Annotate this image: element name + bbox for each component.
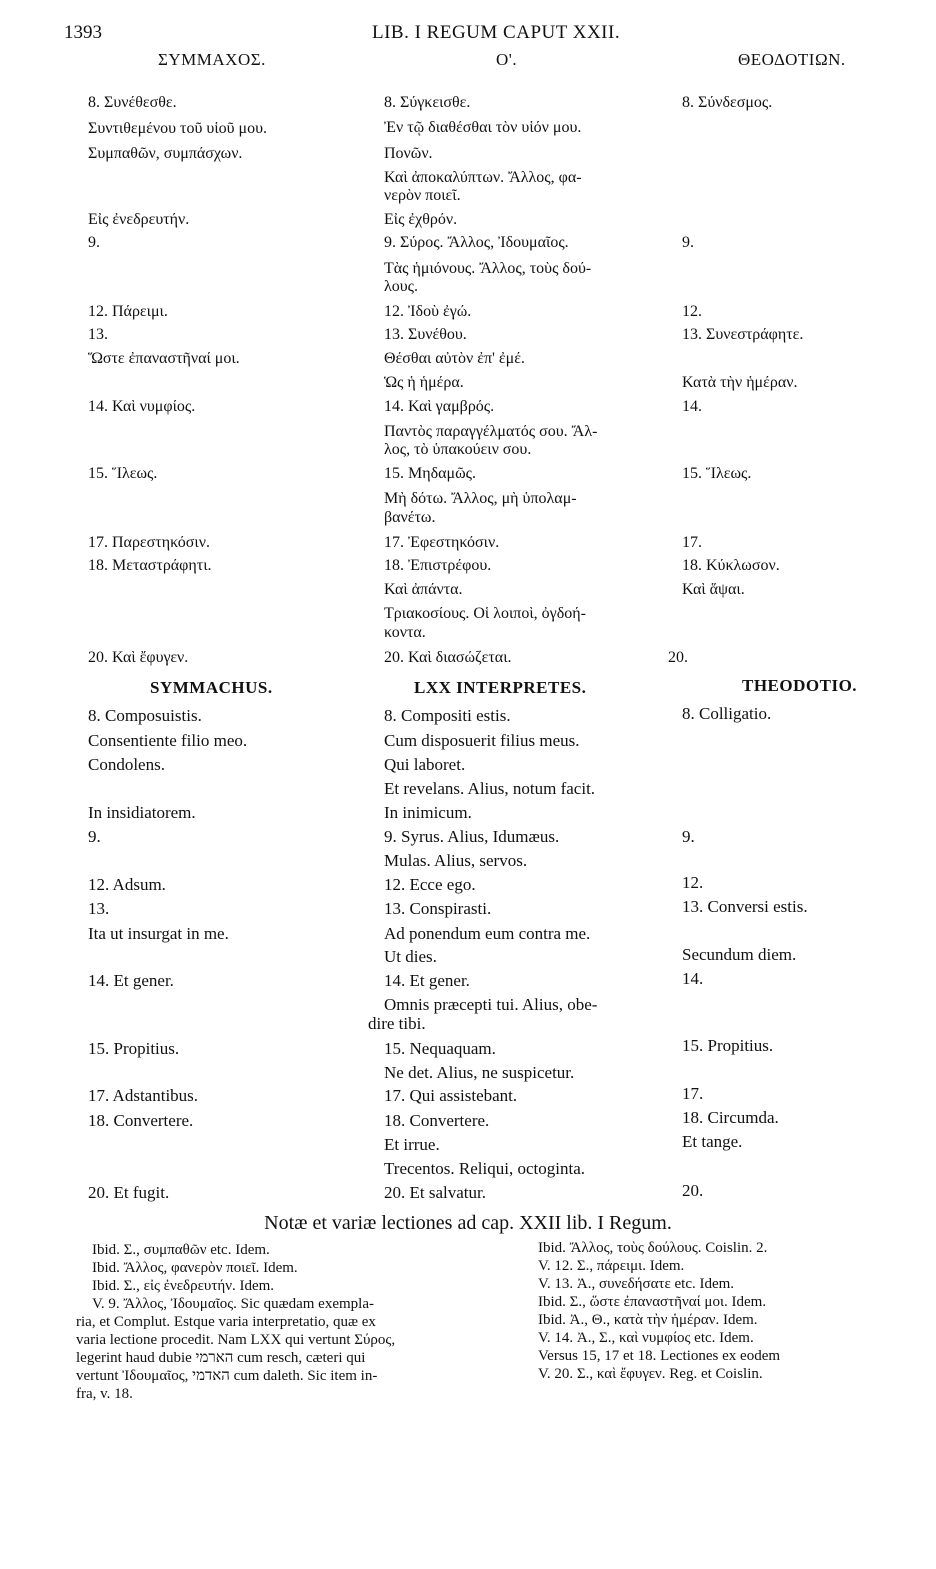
latin-theo-line: 9.: [682, 827, 695, 846]
latin-lxx-line: 8. Compositi estis.: [384, 706, 511, 725]
greek-sym-line: 12. Πάρειμι.: [88, 303, 168, 320]
latin-lxx-line: 15. Nequaquam.: [384, 1039, 496, 1058]
latin-sym-line: 20. Et fugit.: [88, 1183, 170, 1202]
greek-lxx-line: 8. Σύγκεισθε.: [384, 94, 471, 111]
greek-sym-line: Συμπαθῶν, συμπάσχων.: [88, 145, 243, 162]
greek-sym-line: 18. Μεταστράφητι.: [88, 557, 212, 574]
note-line: Ibid. Ἄλλος, φανερὸν ποιεῖ. Idem.: [92, 1260, 298, 1276]
page-number: 1393: [64, 22, 102, 43]
latin-lxx-line: 20. Et salvatur.: [384, 1183, 486, 1202]
latin-theo-line: 17.: [682, 1084, 704, 1103]
greek-header-lxx: Ο'.: [496, 50, 518, 69]
greek-theo-line: 17.: [682, 534, 702, 551]
latin-sym-line: In insidiatorem.: [88, 803, 196, 822]
note-line: Ibid. Σ., εἰς ἐνεδρευτήν. Idem.: [92, 1278, 275, 1294]
greek-theo-line: Καὶ ἅψαι.: [682, 581, 745, 598]
latin-lxx-line: Et irrue.: [384, 1135, 440, 1154]
greek-lxx-line: Τὰς ἡμιόνους. Ἄλλος, τοὺς δού-: [384, 260, 592, 277]
greek-sym-line: 15. Ἵλεως.: [88, 465, 158, 482]
latin-lxx-line: 14. Et gener.: [384, 971, 470, 990]
latin-lxx-line: In inimicum.: [384, 803, 472, 822]
greek-lxx-line: 13. Συνέθου.: [384, 326, 467, 343]
latin-lxx-line: dire tibi.: [368, 1014, 426, 1033]
latin-lxx-line: Ad ponendum eum contra me.: [384, 924, 591, 943]
note-line: V. 20. Σ., καὶ ἔφυγεν. Reg. et Coislin.: [538, 1366, 763, 1382]
latin-theo-line: 13. Conversi estis.: [682, 897, 808, 916]
greek-sym-line: 8. Συνέθεσθε.: [88, 94, 177, 111]
latin-sym-line: 12. Adsum.: [88, 875, 166, 894]
latin-theo-line: 18. Circumda.: [682, 1108, 779, 1127]
note-line: legerint haud dubie הארמי cum resch, cæteri qui: [76, 1350, 366, 1366]
latin-lxx-line: 9. Syrus. Alius, Idumæus.: [384, 827, 560, 846]
greek-sym-line: 17. Παρεστηκόσιν.: [88, 534, 210, 551]
greek-sym-line: Ὥστε ἐπαναστῆναί μοι.: [88, 350, 240, 367]
latin-theo-line: 20.: [682, 1181, 704, 1200]
greek-theo-line: 18. Κύκλωσον.: [682, 557, 780, 574]
latin-sym-line: Consentiente filio meo.: [88, 731, 248, 750]
latin-header-lxx: LXX INTERPRETES.: [414, 678, 587, 697]
greek-sym-line: 9.: [88, 234, 100, 251]
latin-sym-line: Condolens.: [88, 755, 165, 774]
greek-lxx-line: Τριακοσίους. Οἱ λοιποὶ, ὀγδοή-: [384, 605, 586, 622]
greek-lxx-line: Θέσθαι αὐτὸν ἐπ' ἐμέ.: [384, 350, 525, 367]
greek-sym-line: Εἰς ἐνεδρευτήν.: [88, 211, 190, 228]
latin-lxx-line: 12. Ecce ego.: [384, 875, 476, 894]
greek-theo-line: 9.: [682, 234, 694, 251]
latin-lxx-line: Omnis præcepti tui. Alius, obe-: [384, 995, 598, 1014]
latin-sym-line: 17. Adstantibus.: [88, 1086, 199, 1105]
latin-sym-line: Ita ut insurgat in me.: [88, 924, 229, 943]
greek-lxx-line: 18. Ἐπιστρέφου.: [384, 557, 492, 574]
latin-lxx-line: 17. Qui assistebant.: [384, 1086, 518, 1105]
note-line: fra, v. 18.: [76, 1386, 133, 1402]
greek-lxx-line: λος, τὸ ὑπακούειν σου.: [384, 441, 532, 458]
greek-theo-line: 15. Ἵλεως.: [682, 465, 752, 482]
greek-header-theodotion: ΘΕΟΔΟΤΙΩΝ.: [738, 50, 846, 69]
greek-lxx-line: Ὡς ἡ ἡμέρα.: [384, 374, 464, 391]
note-line: V. 13. Ἀ., συνεδήσατε etc. Idem.: [538, 1276, 735, 1292]
note-line: Ibid. Σ., συμπαθῶν etc. Idem.: [92, 1242, 270, 1258]
greek-lxx-line: 14. Καὶ γαμβρός.: [384, 398, 495, 415]
greek-lxx-line: νερὸν ποιεῖ.: [384, 187, 461, 204]
greek-lxx-line: Πονῶν.: [384, 145, 433, 162]
greek-sym-line: Συντιθεμένου τοῦ υἱοῦ μου.: [88, 120, 268, 137]
latin-lxx-line: Mulas. Alius, servos.: [384, 851, 528, 870]
latin-theo-line: 8. Colligatio.: [682, 704, 772, 723]
latin-sym-line: 13.: [88, 899, 110, 918]
latin-theo-line: Et tange.: [682, 1132, 743, 1151]
latin-lxx-line: Ut dies.: [384, 947, 437, 966]
latin-lxx-line: Trecentos. Reliqui, octoginta.: [384, 1159, 585, 1178]
latin-theo-line: Secundum diem.: [682, 945, 797, 964]
greek-sym-line: 14. Καὶ νυμφίος.: [88, 398, 196, 415]
greek-theo-line: Κατὰ τὴν ἡμέραν.: [682, 374, 798, 391]
note-line: Ibid. Ἄλλος, τοὺς δούλους. Coislin. 2.: [538, 1240, 768, 1256]
note-line: V. 14. Ἀ., Σ., καὶ νυμφίος etc. Idem.: [538, 1330, 754, 1346]
note-line: vertunt Ἰδουμαῖος, האדמי cum daleth. Sic item in-: [76, 1368, 378, 1384]
greek-lxx-line: 20. Καὶ διασώζεται.: [384, 649, 512, 666]
greek-sym-line: 20. Καὶ ἔφυγεν.: [88, 649, 189, 666]
note-line: ria, et Complut. Estque varia interpretatio, quæ ex: [76, 1314, 376, 1330]
greek-lxx-line: Καὶ ἀπάντα.: [384, 581, 463, 598]
greek-lxx-line: Παντὸς παραγγέλματός σου. Ἄλ-: [384, 423, 598, 440]
running-head: [0, 22, 936, 46]
greek-lxx-line: Καὶ ἀποκαλύπτων. Ἄλλος, φα-: [384, 169, 582, 186]
latin-theo-line: 14.: [682, 969, 704, 988]
latin-theo-line: 12.: [682, 873, 704, 892]
note-line: V. 12. Σ., πάρειμι. Idem.: [538, 1258, 685, 1274]
greek-theo-line: 8. Σύνδεσμος.: [682, 94, 773, 111]
greek-lxx-line: λους.: [384, 278, 419, 295]
latin-lxx-line: Cum disposuerit filius meus.: [384, 731, 580, 750]
greek-sym-line: 13.: [88, 326, 108, 343]
greek-lxx-line: Ἐν τῷ διαθέσθαι τὸν υἱόν μου.: [384, 119, 582, 136]
latin-lxx-line: 13. Conspirasti.: [384, 899, 492, 918]
latin-sym-line: 15. Propitius.: [88, 1039, 180, 1058]
greek-lxx-line: 17. Ἐφεστηκόσιν.: [384, 534, 500, 551]
greek-lxx-line: 12. Ἰδοὺ ἐγώ.: [384, 303, 472, 320]
running-title: LIB. I REGUM CAPUT XXII.: [372, 22, 621, 43]
latin-sym-line: 8. Composuistis.: [88, 706, 202, 725]
greek-header-symmachus: ΣΥΜΜΑΧΟΣ.: [158, 50, 266, 69]
greek-lxx-line: 15. Μηδαμῶς.: [384, 465, 476, 482]
note-line: varia lectione procedit. Nam LXX qui vertunt Σύρος,: [76, 1332, 396, 1348]
latin-header-theodotion: THEODOTIO.: [742, 676, 858, 695]
greek-lxx-line: κοντα.: [384, 624, 426, 641]
notes-title: Notæ et variæ lectiones ad cap. XXII lib. I Regum.: [264, 1212, 672, 1234]
note-line: Versus 15, 17 et 18. Lectiones ex eodem: [538, 1348, 781, 1364]
greek-lxx-line: 9. Σύρος. Ἄλλος, Ἰδουμαῖος.: [384, 234, 569, 251]
greek-lxx-line: βανέτω.: [384, 509, 436, 526]
greek-theo-line: 20.: [668, 649, 688, 666]
latin-header-symmachus: SYMMACHUS.: [150, 678, 273, 697]
latin-sym-line: 18. Convertere.: [88, 1111, 194, 1130]
latin-sym-line: 14. Et gener.: [88, 971, 174, 990]
greek-lxx-line: Εἰς ἐχθρόν.: [384, 211, 458, 228]
note-line: Ibid. Ἀ., Θ., κατὰ τὴν ἡμέραν. Idem.: [538, 1312, 758, 1328]
latin-lxx-line: Ne det. Alius, ne suspicetur.: [384, 1063, 575, 1082]
latin-lxx-line: Qui laboret.: [384, 755, 466, 774]
note-line: V. 9. Ἄλλος, Ἰδουμαῖος. Sic quædam exempla-: [92, 1296, 374, 1312]
greek-lxx-line: Μὴ δότω. Ἄλλος, μὴ ὑπολαμ-: [384, 490, 577, 507]
greek-theo-line: 12.: [682, 303, 702, 320]
latin-sym-line: 9.: [88, 827, 101, 846]
note-line: Ibid. Σ., ὥστε ἐπαναστῆναί μοι. Idem.: [538, 1294, 767, 1310]
greek-theo-line: 14.: [682, 398, 702, 415]
latin-lxx-line: Et revelans. Alius, notum facit.: [384, 779, 596, 798]
latin-lxx-line: 18. Convertere.: [384, 1111, 490, 1130]
latin-theo-line: 15. Propitius.: [682, 1036, 774, 1055]
greek-theo-line: 13. Συνεστράφητε.: [682, 326, 804, 343]
